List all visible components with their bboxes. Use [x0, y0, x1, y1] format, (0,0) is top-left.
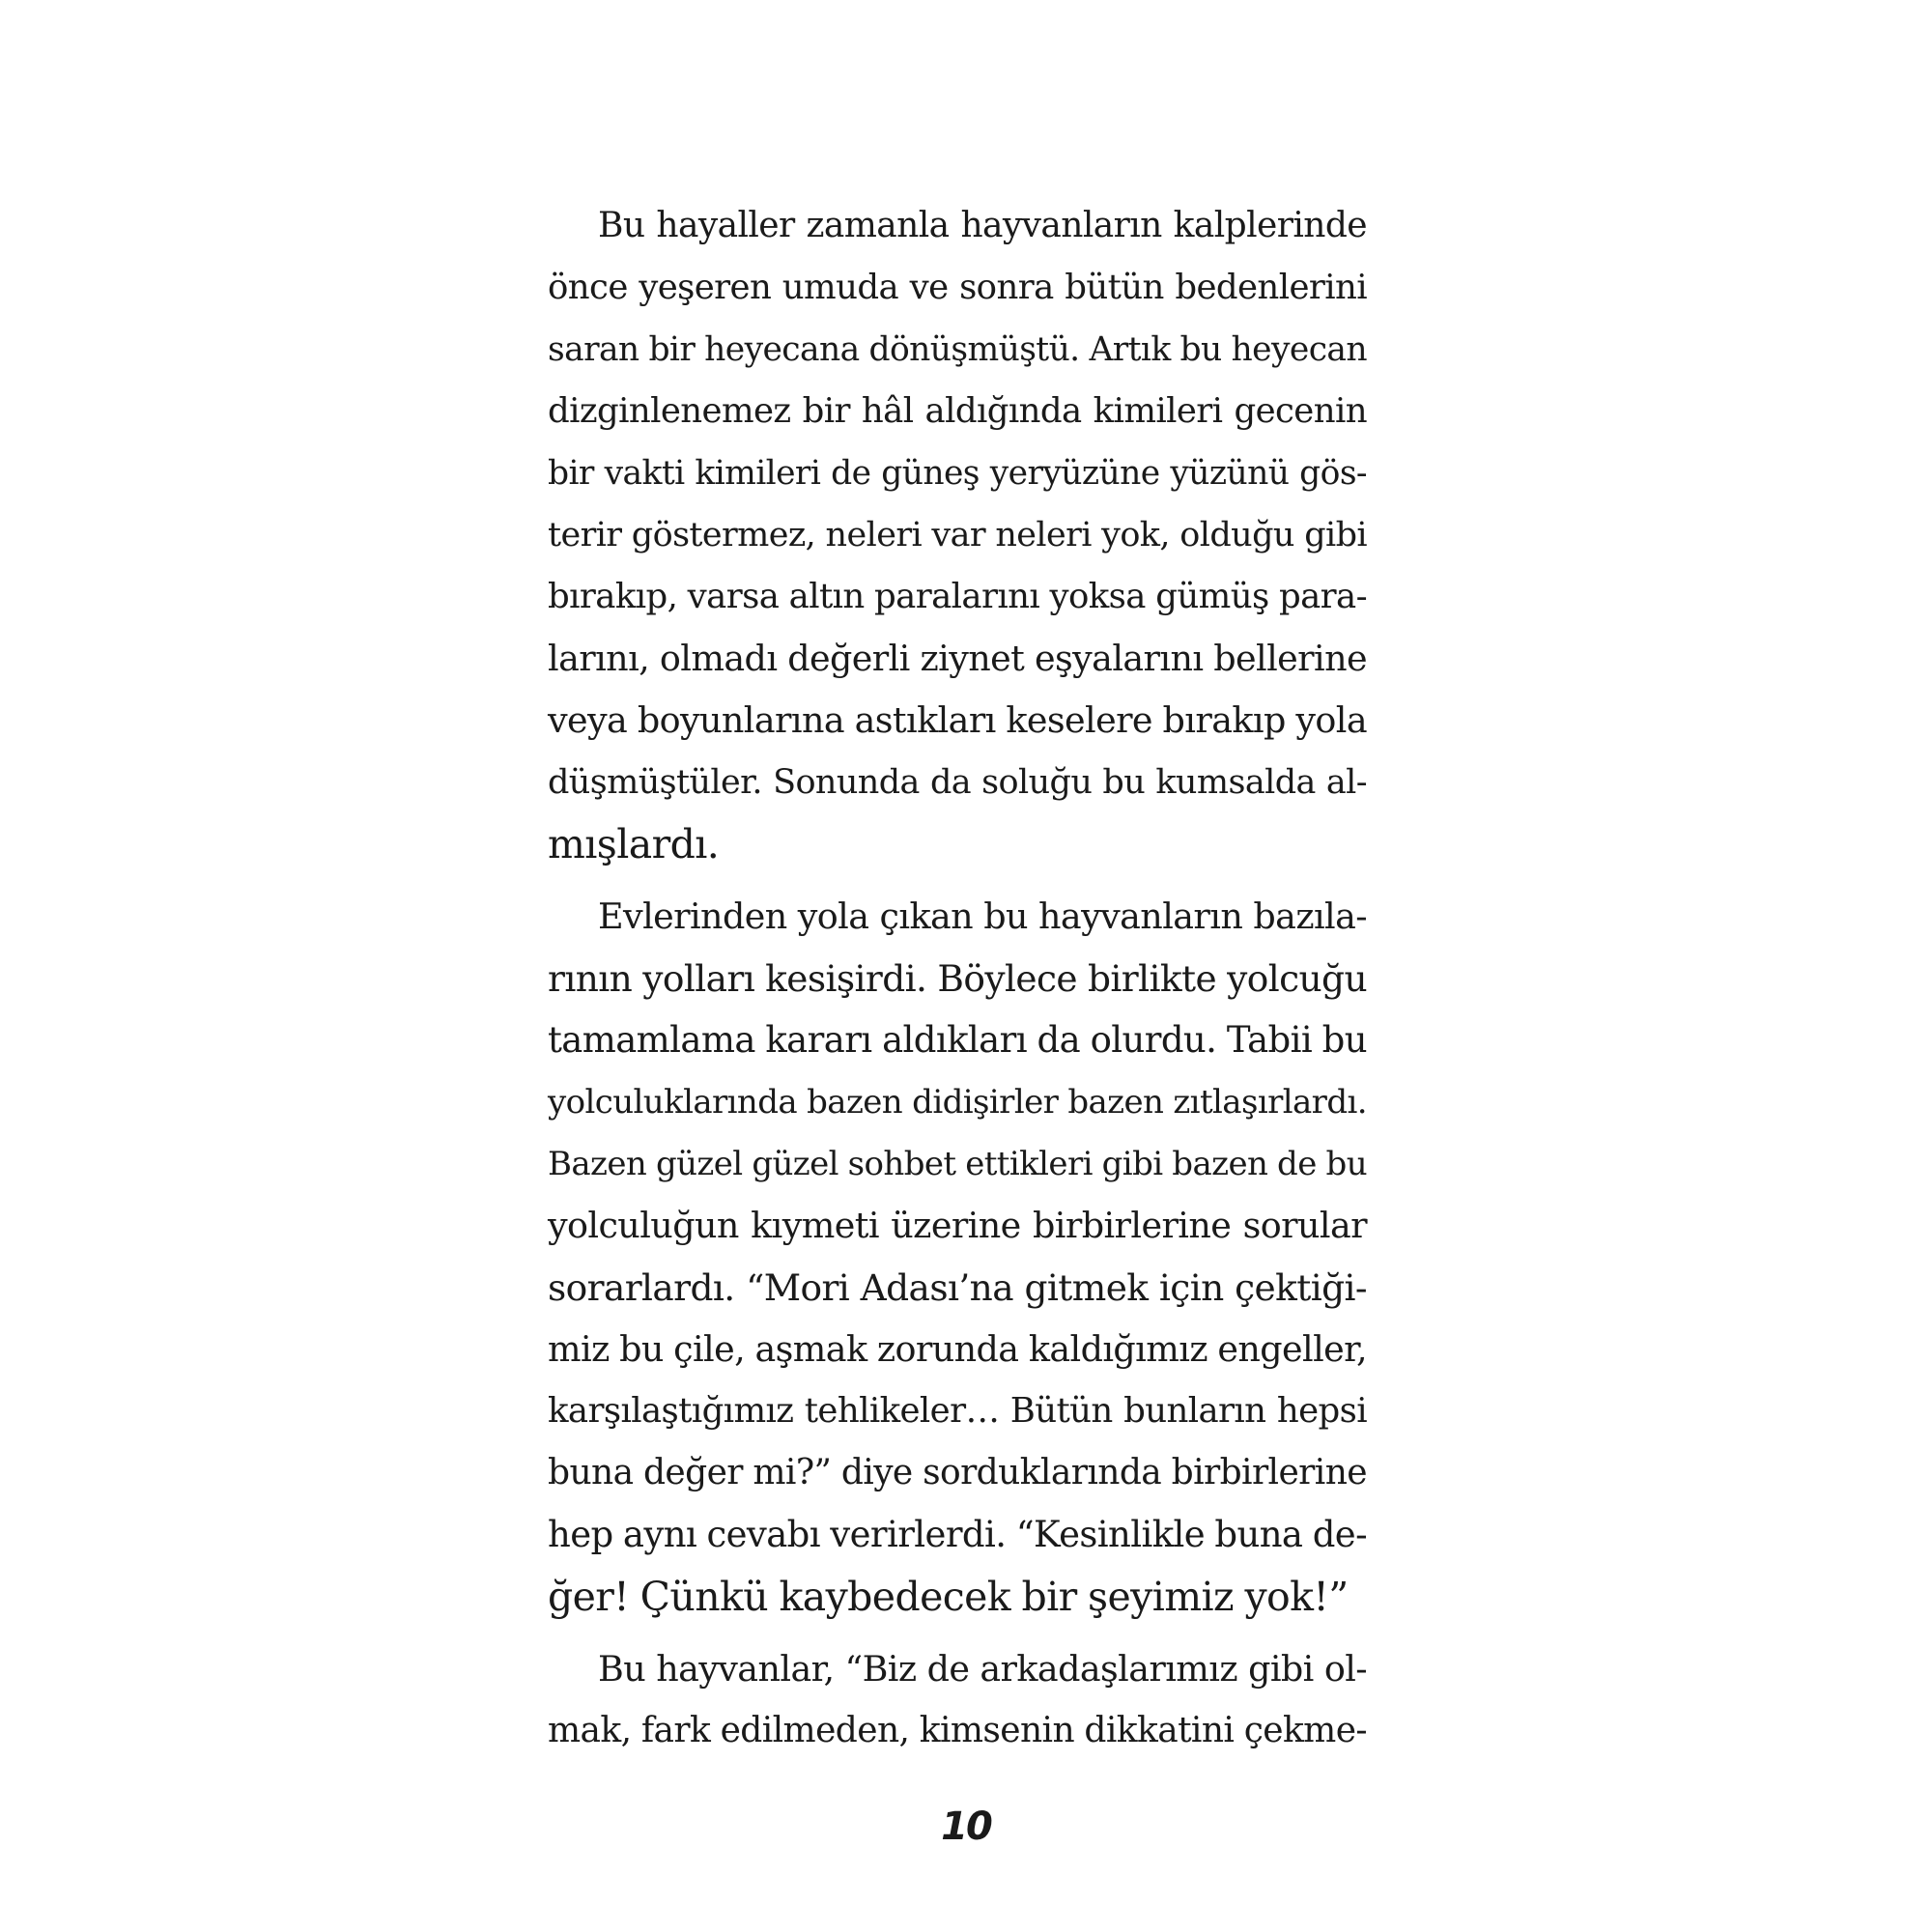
paragraph-1	[548, 195, 1367, 875]
text-line: bırakıp, varsa altın paralarını yoksa gümüş para-	[548, 577, 1367, 616]
text-line: yolculuğun kıymeti üzerine birbirlerine sorular	[548, 1205, 1367, 1246]
text-line: buna değer mi?” diye sorduklarında birbirlerine	[548, 1453, 1367, 1492]
text-line: terir göstermez, neleri var neleri yok, olduğu gibi	[548, 516, 1367, 554]
text-line: Bu hayvanlar, “Biz de arkadaşlarımız gibi ol-	[598, 1648, 1367, 1690]
text-line: veya boyunlarına astıkları keselere bırakıp yola	[548, 699, 1367, 741]
text-line: rının yolları kesişirdi. Böylece birlikte yolcuğu	[548, 957, 1367, 1000]
text-line: mışlardı.	[548, 821, 720, 867]
text-line: miz bu çile, aşmak zorunda kaldığımız engeller,	[548, 1328, 1367, 1370]
text-line: tamamlama kararı aldıkları da olurdu. Tabii bu	[548, 1019, 1367, 1061]
text-line: hep aynı cevabı verirlerdi. “Kesinlikle buna de-	[548, 1514, 1367, 1555]
paragraph-2	[548, 886, 1367, 1628]
text-line: karşılaştığımız tehlikeler… Bütün bunların hepsi	[548, 1391, 1367, 1431]
text-line: sorarlardı. “Mori Adası’na gitmek için çektiği-	[548, 1266, 1367, 1309]
body-text	[548, 195, 1367, 1773]
paragraph-3	[548, 1638, 1367, 1762]
text-line: bir vakti kimileri de güneş yeryüzüne yüzünü gös-	[548, 454, 1367, 493]
text-line: saran bir heyecana dönüşmüştü. Artık bu heyecan	[548, 330, 1367, 369]
text-line: önce yeşeren umuda ve sonra bütün bedenlerini	[548, 268, 1367, 307]
text-line: ğer! Çünkü kaybedecek bir şeyimiz yok!”	[548, 1574, 1349, 1620]
text-line: dizginlenemez bir hâl aldığında kimileri gecenin	[548, 391, 1367, 431]
text-line: larını, olmadı değerli ziynet eşyalarını bellerine	[548, 638, 1367, 679]
text-line: düşmüştüler. Sonunda da soluğu bu kumsalda al-	[548, 763, 1367, 802]
text-line: mak, fark edilmeden, kimsenin dikkatini çekme-	[548, 1711, 1367, 1750]
text-line: Bu hayaller zamanla hayvanların kalplerinde	[598, 206, 1367, 245]
text-line: Bazen güzel güzel sohbet ettikleri gibi bazen de bu	[548, 1145, 1367, 1183]
text-line: yolculuklarında bazen didişirler bazen zıtlaşırlardı.	[548, 1083, 1367, 1122]
text-line: Evlerinden yola çıkan bu hayvanların bazıla-	[598, 895, 1367, 937]
page-number: 10	[941, 1804, 991, 1849]
